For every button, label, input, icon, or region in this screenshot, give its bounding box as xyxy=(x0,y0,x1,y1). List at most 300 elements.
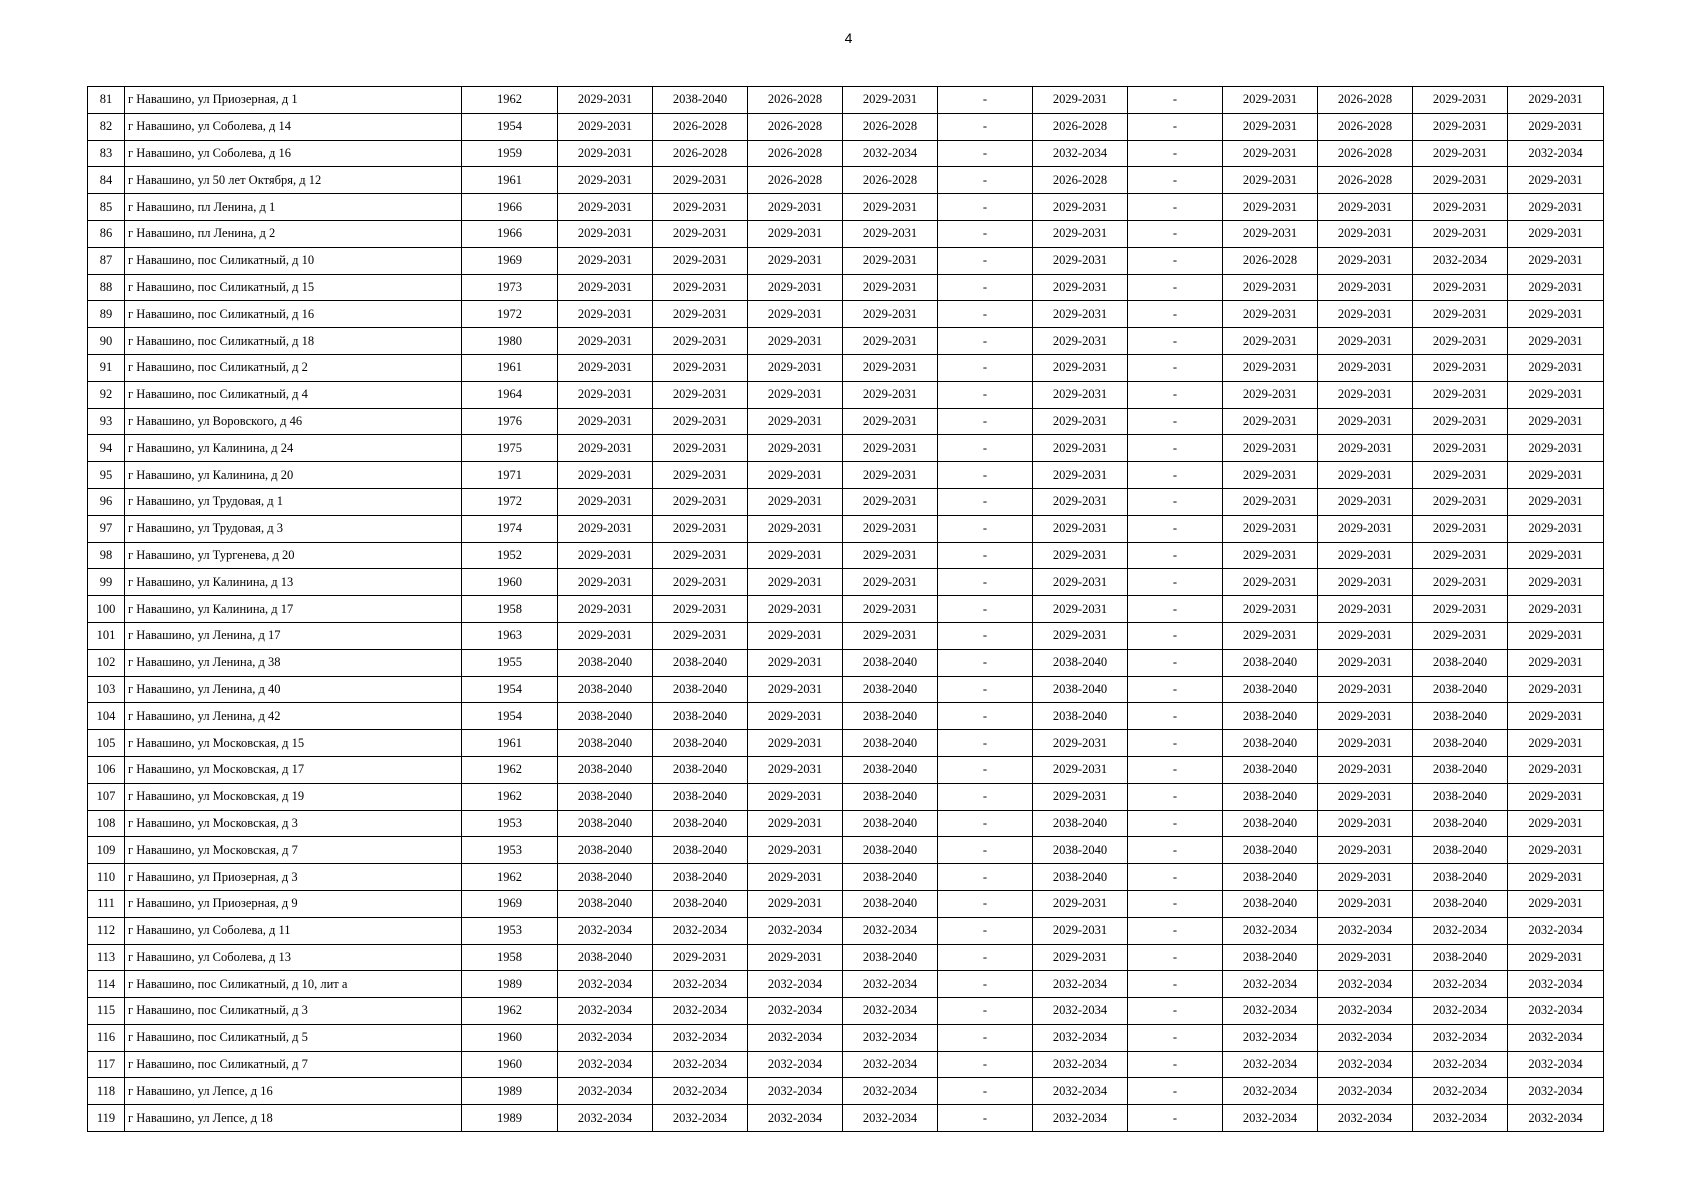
cell-period-9: 2029-2031 xyxy=(1318,220,1413,247)
cell-year-built: 1960 xyxy=(462,569,558,596)
cell-row-number: 118 xyxy=(88,1078,125,1105)
table-row xyxy=(88,462,1604,489)
cell-period-5: - xyxy=(938,998,1033,1025)
cell-period-11: 2029-2031 xyxy=(1508,676,1604,703)
cell-period-4: 2029-2031 xyxy=(843,596,938,623)
cell-period-6: 2029-2031 xyxy=(1033,328,1128,355)
cell-period-2: 2029-2031 xyxy=(653,542,748,569)
cell-address: г Навашино, ул Соболева, д 16 xyxy=(125,140,462,167)
table-row xyxy=(88,998,1604,1025)
cell-period-6: 2026-2028 xyxy=(1033,113,1128,140)
cell-address: г Навашино, пос Силикатный, д 7 xyxy=(125,1051,462,1078)
cell-row-number: 97 xyxy=(88,515,125,542)
cell-period-7: - xyxy=(1128,220,1223,247)
cell-period-9: 2026-2028 xyxy=(1318,113,1413,140)
cell-period-10: 2032-2034 xyxy=(1413,1051,1508,1078)
cell-row-number: 113 xyxy=(88,944,125,971)
cell-period-9: 2032-2034 xyxy=(1318,1078,1413,1105)
cell-period-8: 2038-2040 xyxy=(1223,864,1318,891)
cell-period-5: - xyxy=(938,1105,1033,1132)
cell-period-5: - xyxy=(938,944,1033,971)
table-row xyxy=(88,113,1604,140)
table-body xyxy=(88,87,1604,1132)
cell-period-5: - xyxy=(938,971,1033,998)
table-row xyxy=(88,194,1604,221)
cell-period-1: 2038-2040 xyxy=(558,649,653,676)
cell-period-1: 2029-2031 xyxy=(558,194,653,221)
cell-period-3: 2029-2031 xyxy=(748,810,843,837)
cell-period-5: - xyxy=(938,917,1033,944)
cell-period-11: 2032-2034 xyxy=(1508,1105,1604,1132)
cell-period-1: 2029-2031 xyxy=(558,220,653,247)
cell-address: г Навашино, ул Московская, д 3 xyxy=(125,810,462,837)
cell-period-2: 2032-2034 xyxy=(653,917,748,944)
cell-period-10: 2029-2031 xyxy=(1413,408,1508,435)
cell-period-8: 2029-2031 xyxy=(1223,113,1318,140)
cell-period-10: 2032-2034 xyxy=(1413,1105,1508,1132)
cell-period-10: 2038-2040 xyxy=(1413,756,1508,783)
cell-period-11: 2029-2031 xyxy=(1508,783,1604,810)
cell-period-3: 2029-2031 xyxy=(748,488,843,515)
cell-year-built: 1969 xyxy=(462,247,558,274)
table-row xyxy=(88,890,1604,917)
cell-period-4: 2038-2040 xyxy=(843,703,938,730)
table-row xyxy=(88,247,1604,274)
page-number: 4 xyxy=(844,30,853,46)
cell-period-3: 2032-2034 xyxy=(748,998,843,1025)
cell-period-1: 2029-2031 xyxy=(558,569,653,596)
cell-period-3: 2029-2031 xyxy=(748,435,843,462)
cell-period-8: 2026-2028 xyxy=(1223,247,1318,274)
cell-year-built: 1976 xyxy=(462,408,558,435)
cell-period-7: - xyxy=(1128,890,1223,917)
cell-period-2: 2038-2040 xyxy=(653,676,748,703)
cell-address: г Навашино, ул Соболева, д 13 xyxy=(125,944,462,971)
cell-period-10: 2029-2031 xyxy=(1413,569,1508,596)
cell-period-4: 2032-2034 xyxy=(843,140,938,167)
cell-period-3: 2029-2031 xyxy=(748,649,843,676)
cell-period-5: - xyxy=(938,1051,1033,1078)
cell-period-7: - xyxy=(1128,1051,1223,1078)
cell-period-8: 2038-2040 xyxy=(1223,730,1318,757)
cell-period-7: - xyxy=(1128,1078,1223,1105)
cell-year-built: 1989 xyxy=(462,1105,558,1132)
cell-period-3: 2029-2031 xyxy=(748,864,843,891)
cell-row-number: 86 xyxy=(88,220,125,247)
cell-period-4: 2032-2034 xyxy=(843,1024,938,1051)
cell-period-5: - xyxy=(938,435,1033,462)
cell-period-9: 2029-2031 xyxy=(1318,944,1413,971)
cell-period-4: 2038-2040 xyxy=(843,676,938,703)
cell-period-9: 2029-2031 xyxy=(1318,649,1413,676)
cell-period-11: 2029-2031 xyxy=(1508,87,1604,114)
cell-year-built: 1961 xyxy=(462,730,558,757)
cell-period-10: 2032-2034 xyxy=(1413,971,1508,998)
cell-period-11: 2029-2031 xyxy=(1508,194,1604,221)
cell-period-11: 2029-2031 xyxy=(1508,864,1604,891)
cell-period-7: - xyxy=(1128,944,1223,971)
cell-period-3: 2032-2034 xyxy=(748,1078,843,1105)
cell-period-5: - xyxy=(938,810,1033,837)
cell-period-6: 2032-2034 xyxy=(1033,1024,1128,1051)
cell-period-9: 2029-2031 xyxy=(1318,194,1413,221)
cell-row-number: 99 xyxy=(88,569,125,596)
cell-period-4: 2029-2031 xyxy=(843,301,938,328)
cell-period-1: 2029-2031 xyxy=(558,301,653,328)
cell-row-number: 103 xyxy=(88,676,125,703)
cell-period-9: 2029-2031 xyxy=(1318,408,1413,435)
cell-period-2: 2029-2031 xyxy=(653,488,748,515)
cell-address: г Навашино, ул Воровского, д 46 xyxy=(125,408,462,435)
cell-period-4: 2029-2031 xyxy=(843,515,938,542)
cell-row-number: 83 xyxy=(88,140,125,167)
cell-period-1: 2029-2031 xyxy=(558,408,653,435)
table-row xyxy=(88,328,1604,355)
cell-address: г Навашино, пос Силикатный, д 18 xyxy=(125,328,462,355)
cell-period-9: 2029-2031 xyxy=(1318,783,1413,810)
cell-period-2: 2029-2031 xyxy=(653,408,748,435)
cell-period-10: 2032-2034 xyxy=(1413,917,1508,944)
cell-year-built: 1961 xyxy=(462,354,558,381)
cell-period-4: 2029-2031 xyxy=(843,194,938,221)
cell-row-number: 107 xyxy=(88,783,125,810)
cell-period-10: 2029-2031 xyxy=(1413,622,1508,649)
cell-period-11: 2029-2031 xyxy=(1508,944,1604,971)
cell-period-7: - xyxy=(1128,971,1223,998)
cell-row-number: 101 xyxy=(88,622,125,649)
cell-period-7: - xyxy=(1128,87,1223,114)
cell-period-1: 2032-2034 xyxy=(558,971,653,998)
cell-period-6: 2038-2040 xyxy=(1033,864,1128,891)
cell-period-4: 2029-2031 xyxy=(843,354,938,381)
cell-period-2: 2029-2031 xyxy=(653,944,748,971)
cell-row-number: 84 xyxy=(88,167,125,194)
cell-year-built: 1966 xyxy=(462,194,558,221)
cell-period-4: 2032-2034 xyxy=(843,917,938,944)
cell-period-6: 2029-2031 xyxy=(1033,756,1128,783)
cell-period-2: 2032-2034 xyxy=(653,1078,748,1105)
cell-row-number: 108 xyxy=(88,810,125,837)
cell-period-11: 2032-2034 xyxy=(1508,998,1604,1025)
cell-period-2: 2029-2031 xyxy=(653,569,748,596)
cell-period-6: 2029-2031 xyxy=(1033,622,1128,649)
cell-period-10: 2038-2040 xyxy=(1413,944,1508,971)
cell-period-4: 2029-2031 xyxy=(843,87,938,114)
cell-period-8: 2038-2040 xyxy=(1223,890,1318,917)
cell-period-8: 2038-2040 xyxy=(1223,676,1318,703)
cell-period-11: 2029-2031 xyxy=(1508,837,1604,864)
cell-period-2: 2038-2040 xyxy=(653,810,748,837)
cell-period-11: 2029-2031 xyxy=(1508,113,1604,140)
cell-period-10: 2029-2031 xyxy=(1413,167,1508,194)
cell-period-4: 2029-2031 xyxy=(843,381,938,408)
table-row xyxy=(88,810,1604,837)
cell-row-number: 94 xyxy=(88,435,125,462)
cell-period-9: 2026-2028 xyxy=(1318,167,1413,194)
cell-period-8: 2029-2031 xyxy=(1223,622,1318,649)
cell-year-built: 1969 xyxy=(462,890,558,917)
cell-period-5: - xyxy=(938,488,1033,515)
cell-period-8: 2038-2040 xyxy=(1223,783,1318,810)
cell-row-number: 110 xyxy=(88,864,125,891)
cell-address: г Навашино, ул Ленина, д 17 xyxy=(125,622,462,649)
cell-period-10: 2029-2031 xyxy=(1413,274,1508,301)
cell-year-built: 1954 xyxy=(462,113,558,140)
cell-period-1: 2029-2031 xyxy=(558,113,653,140)
cell-period-3: 2032-2034 xyxy=(748,1051,843,1078)
cell-period-8: 2029-2031 xyxy=(1223,194,1318,221)
cell-period-1: 2029-2031 xyxy=(558,381,653,408)
table-row xyxy=(88,1078,1604,1105)
cell-period-9: 2029-2031 xyxy=(1318,301,1413,328)
cell-period-11: 2029-2031 xyxy=(1508,756,1604,783)
cell-period-8: 2032-2034 xyxy=(1223,917,1318,944)
cell-period-9: 2032-2034 xyxy=(1318,971,1413,998)
cell-period-3: 2029-2031 xyxy=(748,783,843,810)
cell-address: г Навашино, ул Московская, д 15 xyxy=(125,730,462,757)
cell-period-11: 2032-2034 xyxy=(1508,140,1604,167)
cell-period-10: 2029-2031 xyxy=(1413,542,1508,569)
cell-period-7: - xyxy=(1128,917,1223,944)
cell-period-5: - xyxy=(938,140,1033,167)
cell-period-1: 2029-2031 xyxy=(558,247,653,274)
cell-period-5: - xyxy=(938,247,1033,274)
cell-year-built: 1962 xyxy=(462,864,558,891)
cell-address: г Навашино, ул Лепсе, д 18 xyxy=(125,1105,462,1132)
cell-period-8: 2029-2031 xyxy=(1223,435,1318,462)
cell-period-1: 2029-2031 xyxy=(558,87,653,114)
cell-row-number: 119 xyxy=(88,1105,125,1132)
cell-period-2: 2038-2040 xyxy=(653,864,748,891)
cell-period-10: 2038-2040 xyxy=(1413,676,1508,703)
cell-period-3: 2029-2031 xyxy=(748,274,843,301)
cell-period-2: 2032-2034 xyxy=(653,998,748,1025)
table-row xyxy=(88,783,1604,810)
cell-address: г Навашино, пос Силикатный, д 5 xyxy=(125,1024,462,1051)
cell-row-number: 109 xyxy=(88,837,125,864)
cell-period-5: - xyxy=(938,167,1033,194)
cell-period-8: 2038-2040 xyxy=(1223,837,1318,864)
cell-year-built: 1962 xyxy=(462,756,558,783)
cell-period-6: 2032-2034 xyxy=(1033,1051,1128,1078)
cell-row-number: 111 xyxy=(88,890,125,917)
cell-period-4: 2038-2040 xyxy=(843,756,938,783)
cell-period-1: 2029-2031 xyxy=(558,542,653,569)
cell-period-3: 2026-2028 xyxy=(748,140,843,167)
cell-period-1: 2038-2040 xyxy=(558,810,653,837)
cell-address: г Навашино, ул Московская, д 7 xyxy=(125,837,462,864)
cell-period-7: - xyxy=(1128,515,1223,542)
cell-address: г Навашино, ул Московская, д 19 xyxy=(125,783,462,810)
cell-period-8: 2029-2031 xyxy=(1223,354,1318,381)
cell-period-11: 2029-2031 xyxy=(1508,569,1604,596)
cell-address: г Навашино, ул Калинина, д 24 xyxy=(125,435,462,462)
cell-period-8: 2032-2034 xyxy=(1223,1078,1318,1105)
cell-address: г Навашино, пос Силикатный, д 2 xyxy=(125,354,462,381)
cell-period-2: 2029-2031 xyxy=(653,167,748,194)
cell-period-2: 2038-2040 xyxy=(653,837,748,864)
table-row xyxy=(88,1051,1604,1078)
cell-period-2: 2029-2031 xyxy=(653,462,748,489)
cell-period-8: 2038-2040 xyxy=(1223,756,1318,783)
cell-period-2: 2026-2028 xyxy=(653,113,748,140)
cell-period-2: 2032-2034 xyxy=(653,1024,748,1051)
cell-period-5: - xyxy=(938,381,1033,408)
cell-year-built: 1962 xyxy=(462,783,558,810)
cell-period-8: 2038-2040 xyxy=(1223,649,1318,676)
cell-period-8: 2029-2031 xyxy=(1223,140,1318,167)
cell-period-3: 2029-2031 xyxy=(748,542,843,569)
cell-period-6: 2038-2040 xyxy=(1033,810,1128,837)
cell-period-3: 2029-2031 xyxy=(748,756,843,783)
table-row xyxy=(88,649,1604,676)
cell-period-5: - xyxy=(938,1024,1033,1051)
table-row xyxy=(88,676,1604,703)
cell-row-number: 82 xyxy=(88,113,125,140)
cell-period-7: - xyxy=(1128,488,1223,515)
table-row xyxy=(88,488,1604,515)
cell-period-11: 2032-2034 xyxy=(1508,1051,1604,1078)
cell-period-10: 2038-2040 xyxy=(1413,783,1508,810)
cell-row-number: 105 xyxy=(88,730,125,757)
cell-period-5: - xyxy=(938,113,1033,140)
cell-period-9: 2029-2031 xyxy=(1318,328,1413,355)
cell-period-5: - xyxy=(938,783,1033,810)
cell-period-8: 2032-2034 xyxy=(1223,1051,1318,1078)
cell-period-10: 2029-2031 xyxy=(1413,488,1508,515)
cell-period-3: 2029-2031 xyxy=(748,408,843,435)
table-row xyxy=(88,1024,1604,1051)
cell-period-2: 2029-2031 xyxy=(653,194,748,221)
cell-period-11: 2029-2031 xyxy=(1508,408,1604,435)
cell-address: г Навашино, пос Силикатный, д 15 xyxy=(125,274,462,301)
cell-period-4: 2038-2040 xyxy=(843,649,938,676)
cell-period-8: 2032-2034 xyxy=(1223,1024,1318,1051)
cell-period-4: 2038-2040 xyxy=(843,837,938,864)
cell-address: г Навашино, ул Трудовая, д 1 xyxy=(125,488,462,515)
cell-period-7: - xyxy=(1128,837,1223,864)
table-row xyxy=(88,730,1604,757)
cell-period-3: 2029-2031 xyxy=(748,944,843,971)
cell-period-4: 2032-2034 xyxy=(843,998,938,1025)
cell-address: г Навашино, пос Силикатный, д 4 xyxy=(125,381,462,408)
cell-period-11: 2032-2034 xyxy=(1508,917,1604,944)
cell-period-4: 2029-2031 xyxy=(843,220,938,247)
cell-period-9: 2032-2034 xyxy=(1318,998,1413,1025)
cell-period-4: 2029-2031 xyxy=(843,328,938,355)
cell-period-1: 2032-2034 xyxy=(558,1078,653,1105)
cell-period-5: - xyxy=(938,649,1033,676)
cell-period-10: 2029-2031 xyxy=(1413,354,1508,381)
cell-period-10: 2029-2031 xyxy=(1413,220,1508,247)
cell-period-6: 2029-2031 xyxy=(1033,542,1128,569)
table-row xyxy=(88,515,1604,542)
cell-period-2: 2029-2031 xyxy=(653,247,748,274)
cell-period-1: 2029-2031 xyxy=(558,140,653,167)
cell-period-11: 2029-2031 xyxy=(1508,167,1604,194)
cell-period-10: 2029-2031 xyxy=(1413,301,1508,328)
table-row xyxy=(88,87,1604,114)
cell-period-9: 2029-2031 xyxy=(1318,274,1413,301)
cell-period-11: 2029-2031 xyxy=(1508,596,1604,623)
cell-row-number: 102 xyxy=(88,649,125,676)
cell-address: г Навашино, ул Трудовая, д 3 xyxy=(125,515,462,542)
cell-period-1: 2029-2031 xyxy=(558,328,653,355)
cell-address: г Навашино, ул Ленина, д 40 xyxy=(125,676,462,703)
cell-period-4: 2026-2028 xyxy=(843,113,938,140)
cell-period-2: 2029-2031 xyxy=(653,596,748,623)
cell-period-2: 2032-2034 xyxy=(653,1051,748,1078)
cell-address: г Навашино, ул Московская, д 17 xyxy=(125,756,462,783)
cell-period-2: 2038-2040 xyxy=(653,730,748,757)
cell-period-9: 2029-2031 xyxy=(1318,676,1413,703)
cell-period-8: 2032-2034 xyxy=(1223,998,1318,1025)
cell-period-4: 2026-2028 xyxy=(843,167,938,194)
cell-address: г Навашино, ул Лепсе, д 16 xyxy=(125,1078,462,1105)
cell-row-number: 112 xyxy=(88,917,125,944)
cell-address: г Навашино, ул Калинина, д 17 xyxy=(125,596,462,623)
cell-period-10: 2032-2034 xyxy=(1413,998,1508,1025)
cell-period-6: 2029-2031 xyxy=(1033,569,1128,596)
cell-period-2: 2029-2031 xyxy=(653,515,748,542)
cell-period-4: 2032-2034 xyxy=(843,1051,938,1078)
table-row xyxy=(88,274,1604,301)
cell-year-built: 1958 xyxy=(462,944,558,971)
cell-row-number: 93 xyxy=(88,408,125,435)
cell-period-8: 2029-2031 xyxy=(1223,596,1318,623)
cell-period-2: 2038-2040 xyxy=(653,649,748,676)
cell-year-built: 1980 xyxy=(462,328,558,355)
cell-period-10: 2038-2040 xyxy=(1413,649,1508,676)
cell-address: г Навашино, пос Силикатный, д 10, лит а xyxy=(125,971,462,998)
cell-period-9: 2029-2031 xyxy=(1318,703,1413,730)
cell-period-3: 2029-2031 xyxy=(748,890,843,917)
cell-period-2: 2026-2028 xyxy=(653,140,748,167)
cell-period-11: 2032-2034 xyxy=(1508,1024,1604,1051)
cell-period-8: 2029-2031 xyxy=(1223,328,1318,355)
cell-year-built: 1962 xyxy=(462,998,558,1025)
cell-year-built: 1952 xyxy=(462,542,558,569)
cell-period-11: 2029-2031 xyxy=(1508,354,1604,381)
cell-period-9: 2029-2031 xyxy=(1318,354,1413,381)
cell-period-11: 2029-2031 xyxy=(1508,381,1604,408)
cell-row-number: 88 xyxy=(88,274,125,301)
cell-period-9: 2032-2034 xyxy=(1318,1024,1413,1051)
table-row xyxy=(88,140,1604,167)
cell-period-6: 2029-2031 xyxy=(1033,354,1128,381)
cell-period-1: 2032-2034 xyxy=(558,1105,653,1132)
table-row xyxy=(88,622,1604,649)
cell-period-10: 2029-2031 xyxy=(1413,596,1508,623)
cell-period-6: 2029-2031 xyxy=(1033,220,1128,247)
cell-period-3: 2029-2031 xyxy=(748,703,843,730)
cell-period-7: - xyxy=(1128,381,1223,408)
cell-address: г Навашино, ул Приозерная, д 1 xyxy=(125,87,462,114)
cell-period-7: - xyxy=(1128,462,1223,489)
cell-period-4: 2038-2040 xyxy=(843,864,938,891)
cell-year-built: 1972 xyxy=(462,301,558,328)
cell-period-5: - xyxy=(938,676,1033,703)
cell-period-3: 2032-2034 xyxy=(748,971,843,998)
cell-year-built: 1954 xyxy=(462,703,558,730)
cell-address: г Навашино, пос Силикатный, д 3 xyxy=(125,998,462,1025)
cell-row-number: 90 xyxy=(88,328,125,355)
cell-period-1: 2029-2031 xyxy=(558,488,653,515)
cell-period-5: - xyxy=(938,301,1033,328)
cell-period-6: 2032-2034 xyxy=(1033,1105,1128,1132)
cell-period-11: 2029-2031 xyxy=(1508,328,1604,355)
cell-period-7: - xyxy=(1128,194,1223,221)
